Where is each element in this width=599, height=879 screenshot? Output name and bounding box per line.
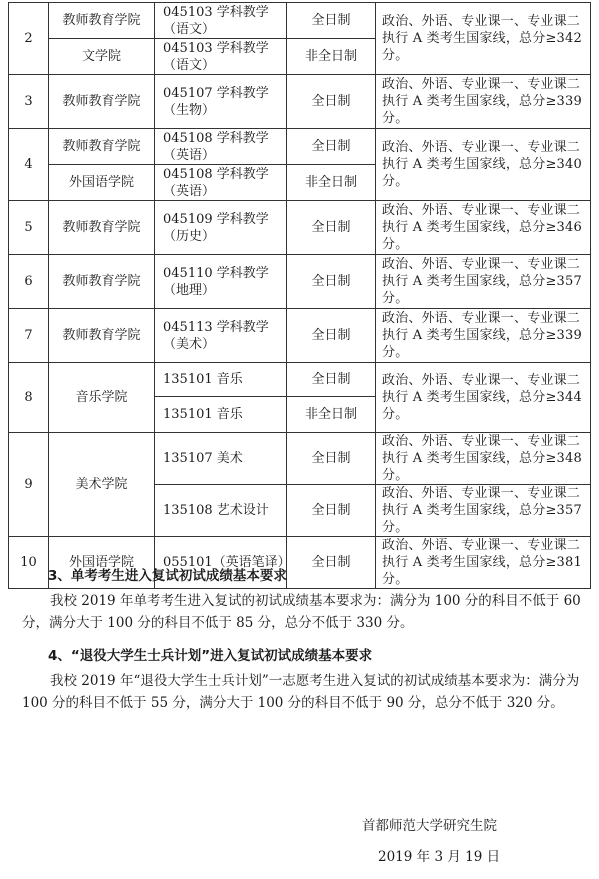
score-requirements-table	[8, 2, 591, 589]
department-cell: 文学院	[49, 39, 155, 75]
table-row	[9, 363, 591, 397]
department-cell: 外国语学院	[49, 537, 155, 589]
requirement-cell: 政治、外语、专业课一、专业课二执行 A 类考生国家线，总分≥357 分。	[376, 485, 591, 537]
department-cell: 美术学院	[49, 433, 155, 537]
major-direction: （英语）	[163, 147, 216, 163]
study-mode-cell: 非全日制	[287, 165, 376, 201]
requirement-cell: 政治、外语、专业课一、专业课二执行 A 类考生国家线，总分≥381 分。	[376, 537, 591, 589]
table-row	[9, 433, 591, 485]
major-cell	[155, 129, 287, 165]
major-cell	[155, 201, 287, 255]
study-mode-cell: 全日制	[287, 363, 376, 397]
major-direction: （历史）	[163, 228, 216, 244]
major-cell	[155, 165, 287, 201]
major-direction: （语文）	[163, 57, 216, 73]
row-number: 9	[9, 433, 49, 537]
requirement-cell: 政治、外语、专业课一、专业课二执行 A 类考生国家线，总分≥339 分。	[376, 75, 591, 129]
study-mode-cell: 全日制	[287, 255, 376, 309]
major-direction: （英语）	[163, 183, 216, 199]
study-mode-cell: 全日制	[287, 485, 376, 537]
major-cell	[155, 309, 287, 363]
major-code: 045103 学科教学	[163, 4, 269, 20]
study-mode-cell: 全日制	[287, 433, 376, 485]
requirement-cell: 政治、外语、专业课一、专业课二执行 A 类考生国家线，总分≥344 分。	[376, 363, 591, 433]
department-cell: 音乐学院	[49, 363, 155, 433]
section-3-heading: 3、单考考生进入复试初试成绩基本要求	[48, 568, 287, 584]
major-cell: 135101 音乐	[155, 397, 287, 433]
major-cell: 135101 音乐	[155, 363, 287, 397]
department-cell: 教师教育学院	[49, 309, 155, 363]
section-4-heading: 4、“退役大学生士兵计划”进入复试初试成绩基本要求	[48, 648, 373, 664]
major-cell: 055101（英语笔译）	[155, 537, 287, 589]
department-cell: 教师教育学院	[49, 201, 155, 255]
study-mode-cell: 全日制	[287, 201, 376, 255]
row-number: 10	[9, 537, 49, 589]
table-row	[9, 75, 591, 129]
major-cell	[155, 75, 287, 129]
major-code: 045110 学科教学	[163, 265, 269, 281]
major-code: 045113 学科教学	[163, 319, 269, 335]
table-row	[9, 309, 591, 363]
major-cell	[155, 255, 287, 309]
major-code: 045109 学科教学	[163, 211, 269, 227]
study-mode-cell: 全日制	[287, 309, 376, 363]
major-code: 045107 学科教学	[163, 85, 269, 101]
requirement-cell: 政治、外语、专业课一、专业课二执行 A 类考生国家线，总分≥339 分。	[376, 309, 591, 363]
row-number: 6	[9, 255, 49, 309]
table-row	[9, 129, 591, 165]
requirement-cell: 政治、外语、专业课一、专业课二执行 A 类考生国家线，总分≥346 分。	[376, 201, 591, 255]
department-cell: 教师教育学院	[49, 75, 155, 129]
major-direction: （语文）	[163, 21, 216, 37]
major-cell: 135108 艺术设计	[155, 485, 287, 537]
requirement-cell: 政治、外语、专业课一、专业课二执行 A 类考生国家线，总分≥348 分。	[376, 433, 591, 485]
major-cell	[155, 39, 287, 75]
department-cell: 教师教育学院	[49, 129, 155, 165]
row-number: 5	[9, 201, 49, 255]
study-mode-cell: 非全日制	[287, 397, 376, 433]
study-mode-cell: 非全日制	[287, 39, 376, 75]
table-row	[9, 255, 591, 309]
study-mode-cell: 全日制	[287, 3, 376, 39]
section-3-body: 我校 2019 年单考考生进入复试的初试成绩基本要求为：满分为 100 分的科目不低于 60 分，满分大于 100 分的科目不低于 85 分，总分不低于 330 分。	[22, 593, 581, 631]
major-code: 045108 学科教学	[163, 130, 269, 146]
section-4-body: 我校 2019 年“退役大学生士兵计划”一志愿考生进入复试的初试成绩基本要求为：满分为 100 分的科目不低于 55 分，满分大于 100 分的科目不低于 90 分，总分不低于 320 分。	[22, 673, 580, 711]
signature-date: 2019 年 3 月 19 日	[378, 849, 501, 865]
major-direction: （美术）	[163, 336, 216, 352]
study-mode-cell: 全日制	[287, 537, 376, 589]
study-mode-cell: 全日制	[287, 75, 376, 129]
major-code: 045103 学科教学	[163, 40, 269, 56]
major-cell	[155, 3, 287, 39]
major-cell: 135107 美术	[155, 433, 287, 485]
major-code: 045108 学科教学	[163, 166, 269, 182]
major-direction: （生物）	[163, 102, 216, 118]
requirement-cell: 政治、外语、专业课一、专业课二执行 A 类考生国家线，总分≥340 分。	[376, 129, 591, 201]
study-mode-cell: 全日制	[287, 129, 376, 165]
table-row	[9, 3, 591, 39]
department-cell: 教师教育学院	[49, 255, 155, 309]
row-number: 2	[9, 3, 49, 75]
row-number: 7	[9, 309, 49, 363]
table-row	[9, 201, 591, 255]
signature-organization: 首都师范大学研究生院	[362, 818, 497, 834]
requirement-cell: 政治、外语、专业课一、专业课二执行 A 类考生国家线，总分≥357 分。	[376, 255, 591, 309]
requirement-cell: 政治、外语、专业课一、专业课二执行 A 类考生国家线，总分≥342 分。	[376, 3, 591, 75]
row-number: 8	[9, 363, 49, 433]
department-cell: 外国语学院	[49, 165, 155, 201]
major-direction: （地理）	[163, 282, 216, 298]
row-number: 3	[9, 75, 49, 129]
department-cell: 教师教育学院	[49, 3, 155, 39]
row-number: 4	[9, 129, 49, 201]
